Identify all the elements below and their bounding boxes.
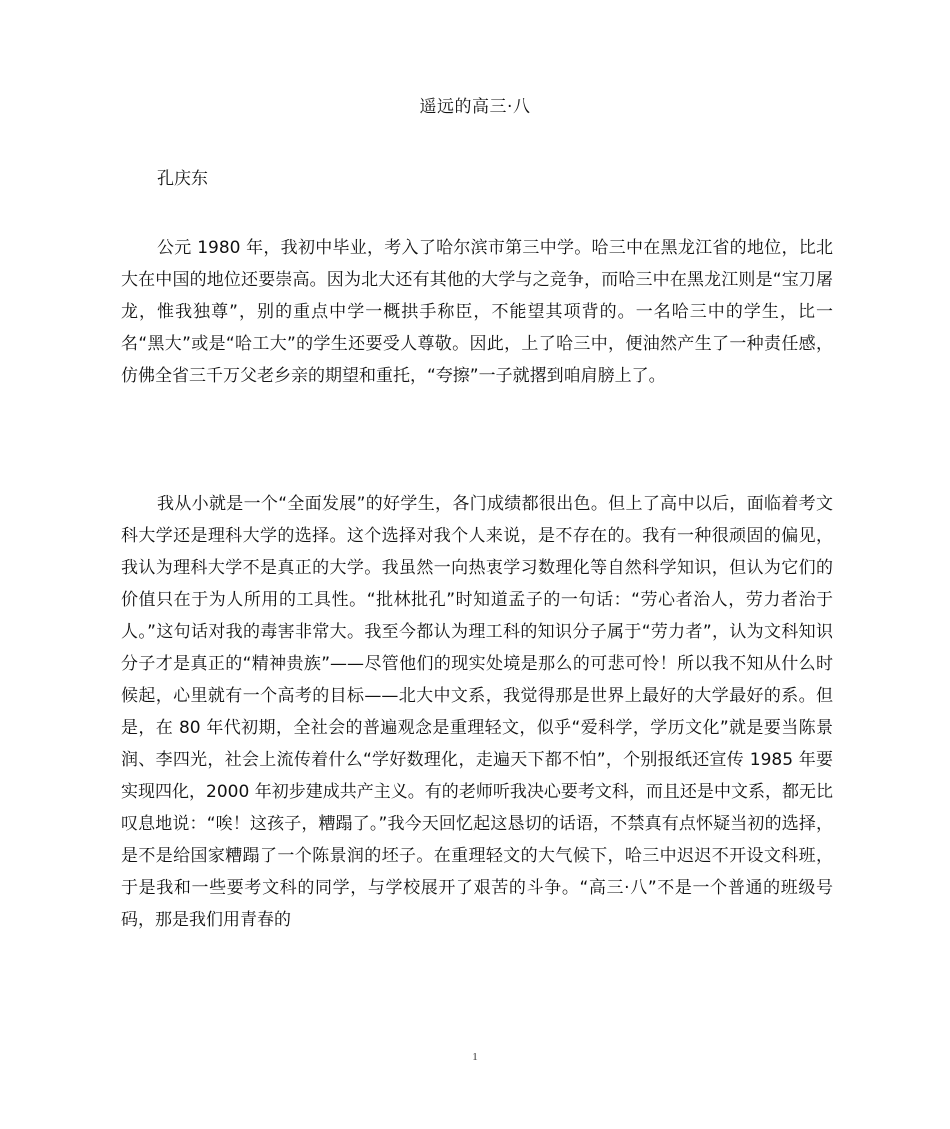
- author-name: 孔庆东: [157, 169, 208, 189]
- page-number: 1: [472, 1051, 478, 1063]
- body-paragraph-1: 公元 1980 年，我初中毕业，考入了哈尔滨市第三中学。哈三中在黑龙江省的地位，比北大在中国的地位还要崇高。因为北大还有其他的大学与之竞争，而哈三中在黑龙江则是“宝刀屠龙，惟我独尊”，别的重点中学一概拱手称臣，不能望其项背的。一名哈三中的学生，比一名“黑大”或是“哈工大”的学生还要受人尊敬。因此，上了哈三中，便油然产生了一种责任感，仿佛全省三千万父老乡亲的期望和重托，“夸擦”一子就撂到咱肩膀上了。: [121, 238, 833, 386]
- document-title: 遥远的高三·八: [419, 97, 531, 117]
- body-paragraph-2: 我从小就是一个“全面发展”的好学生，各门成绩都很出色。但上了高中以后，面临着考文科大学还是理科大学的选择。这个选择对我个人来说，是不存在的。我有一种很顽固的偏见，我认为理科大学不是真正的大学。我虽然一向热衷学习数理化等自然科学知识，但认为它们的价值只在于为人所用的工具性。“批林批孔”时知道孟子的一句话：“劳心者治人，劳力者治于人。”这句话对我的毒害非常大。我至今都认为理工科的知识分子属于“劳力者”，认为文科知识分子才是真正的“精神贵族”——尽管他们的现实处境是那么的可悲可怜！所以我不知从什么时候起，心里就有一个高考的目标——北大中文系，我觉得那是世界上最好的大学最好的系。但是，在 80 年代初期，全社会的普遍观念是重理轻文，似乎“爱科学，学历文化”就是要当陈景润、李四光，社会上流传着什么“学好数理化，走遍天下都不怕”，个别报纸还宣传 1985 年要实现四化，2000 年初步建成共产主义。有的老师听我决心要考文科，而且还是中文系，都无比叹息地说：“唉！这孩子，糟蹋了。”我今天回忆起这恳切的话语，不禁真有点怀疑当初的选择，是不是给国家糟蹋了一个陈景润的坯子。在重理轻文的大气候下，哈三中迟迟不开设文科班，于是我和一些要考文科的同学，与学校展开了艰苦的斗争。“高三·八”不是一个普通的班级号码，那是我们用青春的: [121, 494, 833, 930]
